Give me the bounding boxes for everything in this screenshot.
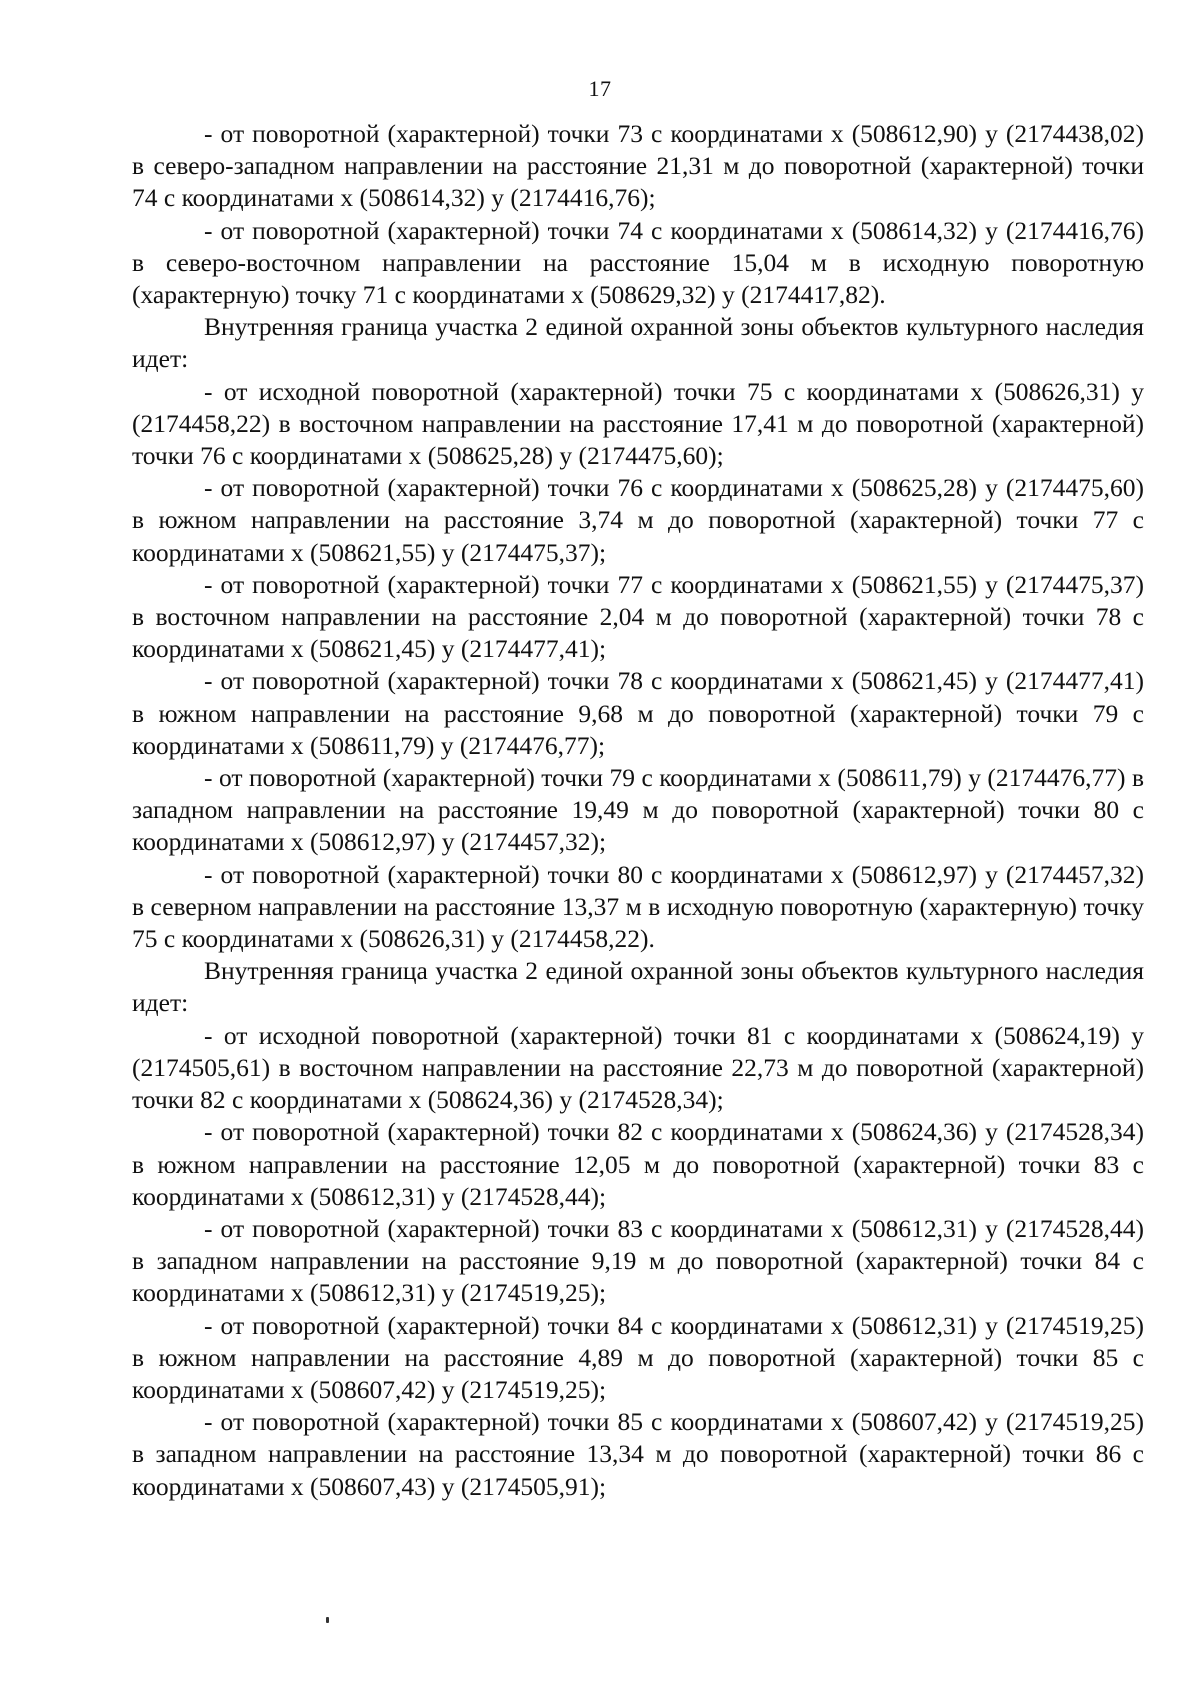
scan-speck — [326, 1617, 329, 1623]
paragraph-boundary-segment: - от поворотной (характерной) точки 76 с координатами х (508625,28) у (2174475,60) в южном направлении на расстояние 3,74 м до поворотной (характерной) точки 77 с координатами х (508621,55) у (2174475,37); — [132, 473, 1144, 567]
paragraph-boundary-segment: - от поворотной (характерной) точки 85 с координатами х (508607,42) у (2174519,25) в западном направлении на расстояние 13,34 м до поворотной (характерной) точки 86 с координатами х (508607,43) у (2174505,91); — [132, 1407, 1144, 1501]
paragraph-boundary-segment: - от поворотной (характерной) точки 82 с координатами х (508624,36) у (2174528,34) в южном направлении на расстояние 12,05 м до поворотной (характерной) точки 83 с координатами х (508612,31) у (2174528,44); — [132, 1117, 1144, 1211]
paragraph-boundary-segment: - от поворотной (характерной) точки 74 с координатами х (508614,32) у (2174416,76) в северо-восточном направлении на расстояние 15,04 м в исходную поворотную (характерную) точку 71 с координатами х (508629,32) у (2174417,82). — [132, 215, 1144, 310]
paragraph-boundary-segment: - от поворотной (характерной) точки 84 с координатами х (508612,31) у (2174519,25) в южном направлении на расстояние 4,89 м до поворотной (характерной) точки 85 с координатами х (508607,42) у (2174519,25); — [132, 1310, 1144, 1404]
paragraph-section-heading: Внутренняя граница участка 2 единой охранной зоны объектов культурного наследия идет: — [132, 312, 1144, 374]
page-number: 17 — [588, 76, 612, 101]
paragraph-boundary-segment: - от поворотной (характерной) точки 79 с координатами х (508611,79) у (2174476,77) в западном направлении на расстояние 19,49 м до поворотной (характерной) точки 80 с координатами х (508612,97) у (2174457,32); — [132, 763, 1144, 857]
paragraph-boundary-segment: - от исходной поворотной (характерной) точки 81 с координатами х (508624,19) у (2174505,61) в восточном направлении на расстояние 22,73 м до поворотной (характерной) точки 82 с координатами х (508624,36) у (2174528,34); — [132, 1020, 1144, 1115]
document-body — [132, 118, 1144, 1503]
paragraph-boundary-segment: - от поворотной (характерной) точки 83 с координатами х (508612,31) у (2174528,44) в западном направлении на расстояние 9,19 м до поворотной (характерной) точки 84 с координатами х (508612,31) у (2174519,25); — [132, 1213, 1144, 1308]
paragraph-boundary-segment: - от поворотной (характерной) точки 78 с координатами х (508621,45) у (2174477,41) в южном направлении на расстояние 9,68 м до поворотной (характерной) точки 79 с координатами х (508611,79) у (2174476,77); — [132, 666, 1144, 760]
paragraph-boundary-segment: - от исходной поворотной (характерной) точки 75 с координатами х (508626,31) у (2174458,22) в восточном направлении на расстояние 17,41 м до поворотной (характерной) точки 76 с координатами х (508625,28) у (2174475,60); — [132, 376, 1144, 471]
paragraph-boundary-segment: - от поворотной (характерной) точки 73 с координатами х (508612,90) у (2174438,02) в северо-западном направлении на расстояние 21,31 м до поворотной (характерной) точки 74 с координатами х (508614,32) у (2174416,76); — [132, 119, 1144, 213]
paragraph-boundary-segment: - от поворотной (характерной) точки 77 с координатами х (508621,55) у (2174475,37) в восточном направлении на расстояние 2,04 м до поворотной (характерной) точки 78 с координатами х (508621,45) у (2174477,41); — [132, 569, 1144, 664]
paragraph-section-heading: Внутренняя граница участка 2 единой охранной зоны объектов культурного наследия идет: — [132, 956, 1144, 1018]
paragraph-boundary-segment: - от поворотной (характерной) точки 80 с координатами х (508612,97) у (2174457,32) в северном направлении на расстояние 13,37 м в исходную поворотную (характерную) точку 75 с координатами х (508626,31) у (2174458,22). — [132, 859, 1144, 954]
